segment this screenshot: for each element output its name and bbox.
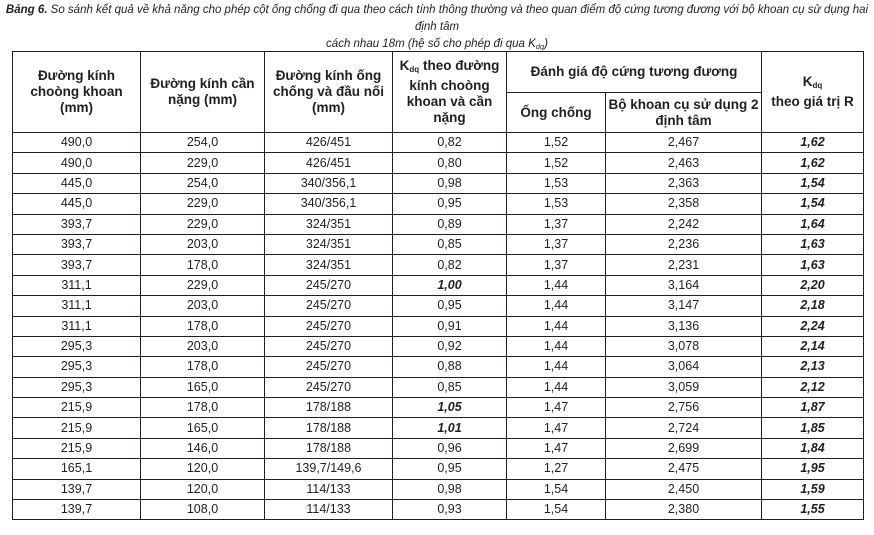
cell-bit-diameter: 445,0 xyxy=(13,173,141,193)
cell-kdq-r: 1,54 xyxy=(762,194,864,214)
cell-collar-diameter: 146,0 xyxy=(141,438,265,458)
cell-bha-stiffness: 2,756 xyxy=(606,398,762,418)
cell-casing-stiffness: 1,47 xyxy=(507,398,606,418)
cell-bit-diameter: 295,3 xyxy=(13,357,141,377)
cell-collar-diameter: 229,0 xyxy=(141,275,265,295)
cell-kdq-r: 2,24 xyxy=(762,316,864,336)
table-row xyxy=(13,377,864,397)
cell-bit-diameter: 139,7 xyxy=(13,500,141,520)
cell-collar-diameter: 178,0 xyxy=(141,398,265,418)
header-kdq-by-diameter: Kdq theo đường kính choòng khoan và cần nặng xyxy=(393,52,507,133)
table-row xyxy=(13,398,864,418)
cell-kdq-r: 1,64 xyxy=(762,214,864,234)
cell-bit-diameter: 311,1 xyxy=(13,316,141,336)
cell-casing-stiffness: 1,44 xyxy=(507,296,606,316)
cell-bha-stiffness: 3,164 xyxy=(606,275,762,295)
cell-bha-stiffness: 2,724 xyxy=(606,418,762,438)
cell-bit-diameter: 490,0 xyxy=(13,133,141,153)
cell-collar-diameter: 229,0 xyxy=(141,194,265,214)
cell-casing-diameter: 114/133 xyxy=(265,500,393,520)
cell-bit-diameter: 311,1 xyxy=(13,296,141,316)
cell-casing-diameter: 324/351 xyxy=(265,234,393,254)
cell-collar-diameter: 254,0 xyxy=(141,133,265,153)
cell-bha-stiffness: 2,699 xyxy=(606,438,762,458)
cell-kdq-r: 2,13 xyxy=(762,357,864,377)
cell-casing-diameter: 426/451 xyxy=(265,133,393,153)
cell-kdq-r: 1,55 xyxy=(762,500,864,520)
cell-kdq: 0,85 xyxy=(393,377,507,397)
cell-bit-diameter: 393,7 xyxy=(13,255,141,275)
cell-casing-stiffness: 1,44 xyxy=(507,357,606,377)
table-row xyxy=(13,316,864,336)
cell-kdq: 0,95 xyxy=(393,459,507,479)
cell-kdq-r: 1,62 xyxy=(762,153,864,173)
cell-casing-stiffness: 1,53 xyxy=(507,173,606,193)
cell-bha-stiffness: 3,147 xyxy=(606,296,762,316)
cell-casing-stiffness: 1,47 xyxy=(507,418,606,438)
cell-kdq-r: 1,63 xyxy=(762,255,864,275)
cell-casing-stiffness: 1,52 xyxy=(507,153,606,173)
cell-bit-diameter: 295,3 xyxy=(13,336,141,356)
caption-text: So sánh kết quả về khả năng cho phép cột ống chống đi qua theo cách tính thông thường và theo quan điểm độ cứng tương đương với bộ khoan cụ sử dụng hai định tâm xyxy=(50,4,869,33)
cell-bha-stiffness: 2,463 xyxy=(606,153,762,173)
cell-collar-diameter: 203,0 xyxy=(141,336,265,356)
cell-bit-diameter: 393,7 xyxy=(13,234,141,254)
cell-collar-diameter: 108,0 xyxy=(141,500,265,520)
cell-casing-diameter: 245/270 xyxy=(265,275,393,295)
cell-bha-stiffness: 3,064 xyxy=(606,357,762,377)
cell-casing-stiffness: 1,37 xyxy=(507,214,606,234)
cell-bha-stiffness: 2,231 xyxy=(606,255,762,275)
table-row xyxy=(13,500,864,520)
cell-casing-diameter: 178/188 xyxy=(265,438,393,458)
cell-kdq: 0,95 xyxy=(393,296,507,316)
cell-collar-diameter: 120,0 xyxy=(141,479,265,499)
cell-bit-diameter: 490,0 xyxy=(13,153,141,173)
table-row xyxy=(13,418,864,438)
caption-text-2: cách nhau 18m (hệ số cho phép đi qua K xyxy=(326,38,536,50)
header-bha-stiffness: Bộ khoan cụ sử dụng 2 định tâm xyxy=(606,93,762,133)
table-row xyxy=(13,214,864,234)
cell-bit-diameter: 311,1 xyxy=(13,275,141,295)
cell-kdq-r: 1,87 xyxy=(762,398,864,418)
cell-kdq: 1,01 xyxy=(393,418,507,438)
cell-kdq: 0,95 xyxy=(393,194,507,214)
cell-casing-stiffness: 1,54 xyxy=(507,479,606,499)
table-row xyxy=(13,153,864,173)
cell-kdq-r: 1,85 xyxy=(762,418,864,438)
cell-kdq-r: 1,84 xyxy=(762,438,864,458)
table-row xyxy=(13,133,864,153)
table-row xyxy=(13,234,864,254)
table-row xyxy=(13,438,864,458)
cell-collar-diameter: 178,0 xyxy=(141,357,265,377)
cell-bit-diameter: 295,3 xyxy=(13,377,141,397)
cell-collar-diameter: 229,0 xyxy=(141,153,265,173)
caption-label: Bảng 6. xyxy=(5,4,48,16)
cell-collar-diameter: 120,0 xyxy=(141,459,265,479)
table-row xyxy=(13,357,864,377)
table-row xyxy=(13,275,864,295)
cell-kdq: 0,85 xyxy=(393,234,507,254)
cell-casing-stiffness: 1,37 xyxy=(507,234,606,254)
cell-bha-stiffness: 3,059 xyxy=(606,377,762,397)
cell-kdq-r: 2,20 xyxy=(762,275,864,295)
cell-bit-diameter: 215,9 xyxy=(13,438,141,458)
cell-bit-diameter: 165,1 xyxy=(13,459,141,479)
cell-kdq-r: 1,54 xyxy=(762,173,864,193)
cell-casing-stiffness: 1,47 xyxy=(507,438,606,458)
header-collar-diameter: Đường kính cần nặng (mm) xyxy=(141,52,265,133)
cell-kdq-r: 2,14 xyxy=(762,336,864,356)
table-row xyxy=(13,336,864,356)
header-stiffness-group: Đánh giá độ cứng tương đương xyxy=(507,52,762,93)
cell-casing-diameter: 426/451 xyxy=(265,153,393,173)
cell-collar-diameter: 178,0 xyxy=(141,316,265,336)
cell-collar-diameter: 165,0 xyxy=(141,377,265,397)
cell-casing-diameter: 178/188 xyxy=(265,398,393,418)
cell-casing-diameter: 245/270 xyxy=(265,377,393,397)
cell-casing-stiffness: 1,44 xyxy=(507,275,606,295)
header-bit-diameter: Đường kính choòng khoan (mm) xyxy=(13,52,141,133)
cell-bit-diameter: 215,9 xyxy=(13,418,141,438)
cell-kdq-r: 2,18 xyxy=(762,296,864,316)
cell-kdq: 0,88 xyxy=(393,357,507,377)
cell-kdq: 1,00 xyxy=(393,275,507,295)
cell-casing-stiffness: 1,52 xyxy=(507,133,606,153)
caption-subscript: dq xyxy=(535,42,545,51)
cell-casing-stiffness: 1,53 xyxy=(507,194,606,214)
cell-collar-diameter: 203,0 xyxy=(141,296,265,316)
cell-bha-stiffness: 2,236 xyxy=(606,234,762,254)
cell-casing-diameter: 245/270 xyxy=(265,316,393,336)
cell-casing-stiffness: 1,27 xyxy=(507,459,606,479)
cell-kdq: 0,91 xyxy=(393,316,507,336)
cell-kdq: 1,05 xyxy=(393,398,507,418)
table-row xyxy=(13,194,864,214)
cell-kdq: 0,82 xyxy=(393,133,507,153)
table-row xyxy=(13,255,864,275)
cell-bha-stiffness: 2,475 xyxy=(606,459,762,479)
cell-kdq: 0,98 xyxy=(393,173,507,193)
cell-kdq: 0,82 xyxy=(393,255,507,275)
cell-kdq: 0,98 xyxy=(393,479,507,499)
cell-casing-diameter: 340/356,1 xyxy=(265,194,393,214)
cell-collar-diameter: 178,0 xyxy=(141,255,265,275)
cell-casing-stiffness: 1,44 xyxy=(507,316,606,336)
cell-casing-diameter: 245/270 xyxy=(265,357,393,377)
table-row xyxy=(13,296,864,316)
cell-kdq: 0,80 xyxy=(393,153,507,173)
cell-casing-stiffness: 1,44 xyxy=(507,336,606,356)
header-casing-stiffness: Ống chống xyxy=(507,93,606,133)
table-body xyxy=(13,133,864,520)
cell-casing-diameter: 245/270 xyxy=(265,296,393,316)
cell-kdq-r: 1,95 xyxy=(762,459,864,479)
cell-bit-diameter: 215,9 xyxy=(13,398,141,418)
cell-kdq: 0,92 xyxy=(393,336,507,356)
cell-bha-stiffness: 2,242 xyxy=(606,214,762,234)
cell-bha-stiffness: 2,358 xyxy=(606,194,762,214)
comparison-table xyxy=(12,51,864,520)
cell-bha-stiffness: 3,078 xyxy=(606,336,762,356)
cell-kdq-r: 1,62 xyxy=(762,133,864,153)
table-row xyxy=(13,479,864,499)
cell-casing-stiffness: 1,37 xyxy=(507,255,606,275)
cell-casing-diameter: 245/270 xyxy=(265,336,393,356)
cell-casing-diameter: 324/351 xyxy=(265,214,393,234)
cell-collar-diameter: 203,0 xyxy=(141,234,265,254)
cell-kdq-r: 2,12 xyxy=(762,377,864,397)
table-caption xyxy=(0,2,874,55)
cell-bha-stiffness: 2,363 xyxy=(606,173,762,193)
cell-kdq: 0,93 xyxy=(393,500,507,520)
table-row xyxy=(13,459,864,479)
cell-casing-diameter: 340/356,1 xyxy=(265,173,393,193)
cell-kdq: 0,96 xyxy=(393,438,507,458)
cell-kdq-r: 1,59 xyxy=(762,479,864,499)
cell-casing-diameter: 114/133 xyxy=(265,479,393,499)
cell-bit-diameter: 445,0 xyxy=(13,194,141,214)
header-kdq-by-r: Kdq theo giá trị R xyxy=(762,52,864,133)
table-row xyxy=(13,173,864,193)
cell-collar-diameter: 165,0 xyxy=(141,418,265,438)
cell-bha-stiffness: 2,450 xyxy=(606,479,762,499)
header-casing-diameter: Đường kính ống chống và đầu nối (mm) xyxy=(265,52,393,133)
cell-collar-diameter: 254,0 xyxy=(141,173,265,193)
cell-bit-diameter: 139,7 xyxy=(13,479,141,499)
cell-bha-stiffness: 3,136 xyxy=(606,316,762,336)
cell-collar-diameter: 229,0 xyxy=(141,214,265,234)
cell-kdq-r: 1,63 xyxy=(762,234,864,254)
cell-casing-diameter: 324/351 xyxy=(265,255,393,275)
cell-bha-stiffness: 2,380 xyxy=(606,500,762,520)
cell-casing-diameter: 139,7/149,6 xyxy=(265,459,393,479)
caption-text-2-end: ) xyxy=(544,38,548,50)
cell-bha-stiffness: 2,467 xyxy=(606,133,762,153)
cell-casing-stiffness: 1,44 xyxy=(507,377,606,397)
caption-line-1 xyxy=(0,2,874,36)
cell-kdq: 0,89 xyxy=(393,214,507,234)
cell-casing-stiffness: 1,54 xyxy=(507,500,606,520)
cell-bit-diameter: 393,7 xyxy=(13,214,141,234)
cell-casing-diameter: 178/188 xyxy=(265,418,393,438)
